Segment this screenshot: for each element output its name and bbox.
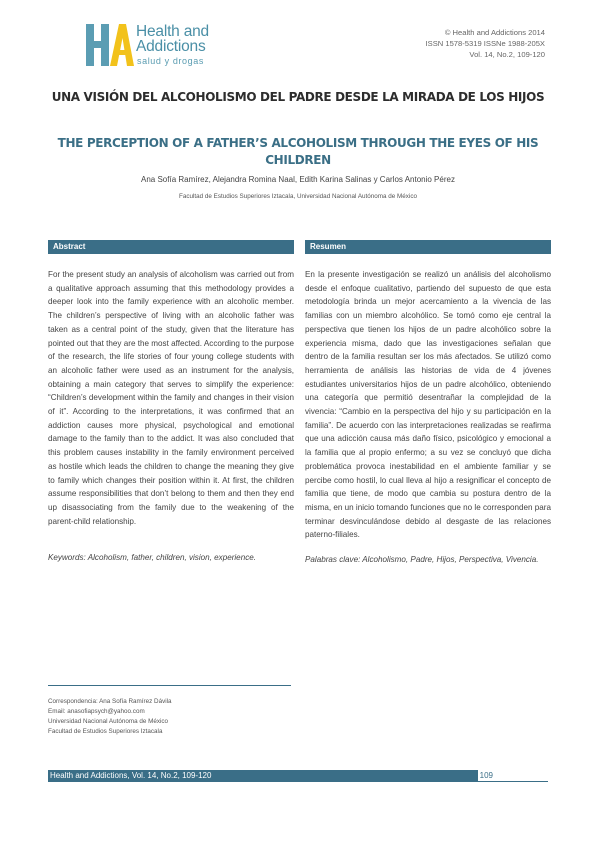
page-number: 109 xyxy=(479,771,493,780)
logo-name-line2: Addictions xyxy=(136,38,206,55)
journal-logo xyxy=(86,20,236,70)
resumen-heading: Resumen xyxy=(305,240,551,254)
affiliation: Facultad de Estudios Superiores Iztacala, Universidad Nacional Autónoma de México xyxy=(178,193,417,200)
authors: Ana Sofía Ramírez, Alejandra Romina Naal, Edith Karina Salinas y Carlos Antonio Pérez xyxy=(141,175,455,184)
logo-name xyxy=(136,24,209,54)
logo-tagline: salud y drogas xyxy=(137,56,204,66)
volume-line: Vol. 14, No.2, 109-120 xyxy=(469,50,545,59)
copyright-line: © Health and Addictions 2014 xyxy=(444,28,545,37)
footer-band xyxy=(48,770,478,782)
resumen-section xyxy=(305,240,551,567)
correspondence-name: Correspondencia: Ana Sofía Ramírez Dávila xyxy=(48,698,172,705)
correspondence-faculty: Facultad de Estudios Superiores Iztacala xyxy=(48,728,163,735)
title-english: THE PERCEPTION OF A FATHER’S ALCOHOLISM THROUGH THE EYES OF HIS CHILDREN xyxy=(57,136,539,167)
abstract-heading: Abstract xyxy=(48,240,294,254)
logo-name-line1: Health and xyxy=(136,23,209,40)
footnote-divider xyxy=(48,685,291,686)
abstract-section xyxy=(48,240,294,565)
footer-journal: Health and Addictions, Vol. 14, No.2, 109-120 xyxy=(50,771,212,780)
abstract-text: For the present study an analysis of alcoholism was carried out from a qualitative approach assuming that this methodology provides a deeper look into the family experience with an alcoholic member. The children’s perspective of living with an alcoholic father was taken as a central point of the study, given that the literature has pointed out that they are the most affected. According to the purpose of the research, the life stories of four young college students with an alcoholic father were used as an instrument for the analysis, obtaining a main category that serves to simplify the experience: “Children’s development within the family and changes in their vision of it”. According to the interpretations, it was confirmed that an addiction causes more physical, psychological and emotional damage to the family than to the addict. It was also concluded that this problem causes instability in the family environment perceived as hostile which leads the children to change the meaning they give to family which changes their position within it. At first, the children assume responsibilities that don’t belong to them and then they end up disassociating from the family due to the weakening of the parent-child relationship. xyxy=(48,270,294,526)
correspondence-email: Email: anasofiapsych@yahoo.com xyxy=(48,708,145,715)
correspondence-footnote xyxy=(48,697,172,737)
page-footer xyxy=(48,770,548,782)
issn-line: ISSN 1578-5319 ISSNe 1988-205X xyxy=(425,39,545,48)
correspondence-university: Universidad Nacional Autónoma de México xyxy=(48,718,169,725)
ha-logo-icon xyxy=(86,20,134,70)
journal-info xyxy=(426,27,545,60)
resumen-keywords: Palabras clave: Alcoholismo, Padre, Hijos, Perspectiva, Vivencia. xyxy=(305,555,539,565)
resumen-text: En la presente investigación se realizó un análisis del alcoholismo desde el enfoque cualitativo, partiendo del supuesto de que esta metodología brinda un mejor acercamiento a la vivencia de las familias con un miembro alcohólico. Se tomó como eje central la perspectiva que tienen los hijos de un padre alcohólico sobre la experiencia misma, dado que las investigaciones señalan que dentro de la familia resultan ser los más afectados. Se utilizó como herramienta de análisis las historias de vida de 4 jóvenes estudiantes universitarios hijos de un padre alcohólico, obteniendo una categoría que permitió desentrañar la complejidad de la vivencia: “Cambio en la perspectiva del hijo y su participación en la familia”. De acuerdo con las interpretaciones realizadas se reafirma que una adicción causa más daño físico, psicológico y emocional a la familia que al propio enfermo; a su vez se concluyó que dicha problemática provoca inestabilidad en el ambiente familiar y se percibe como hostil, lo cual lleva al hijo a resignificar el concepto de familia que tiene, de modo que cambia su postura dentro de la misma, en un inicio tomando funciones que no le corresponden para terminar desvinculándose debido al desgaste de las relaciones paterno-filiales. xyxy=(305,270,551,540)
title-spanish: UNA VISIÓN DEL ALCOHOLISMO DEL PADRE DESDE LA MIRADA DE LOS HIJOS xyxy=(51,90,545,104)
abstract-keywords: Keywords: Alcoholism, father, children, vision, experience. xyxy=(48,553,256,563)
